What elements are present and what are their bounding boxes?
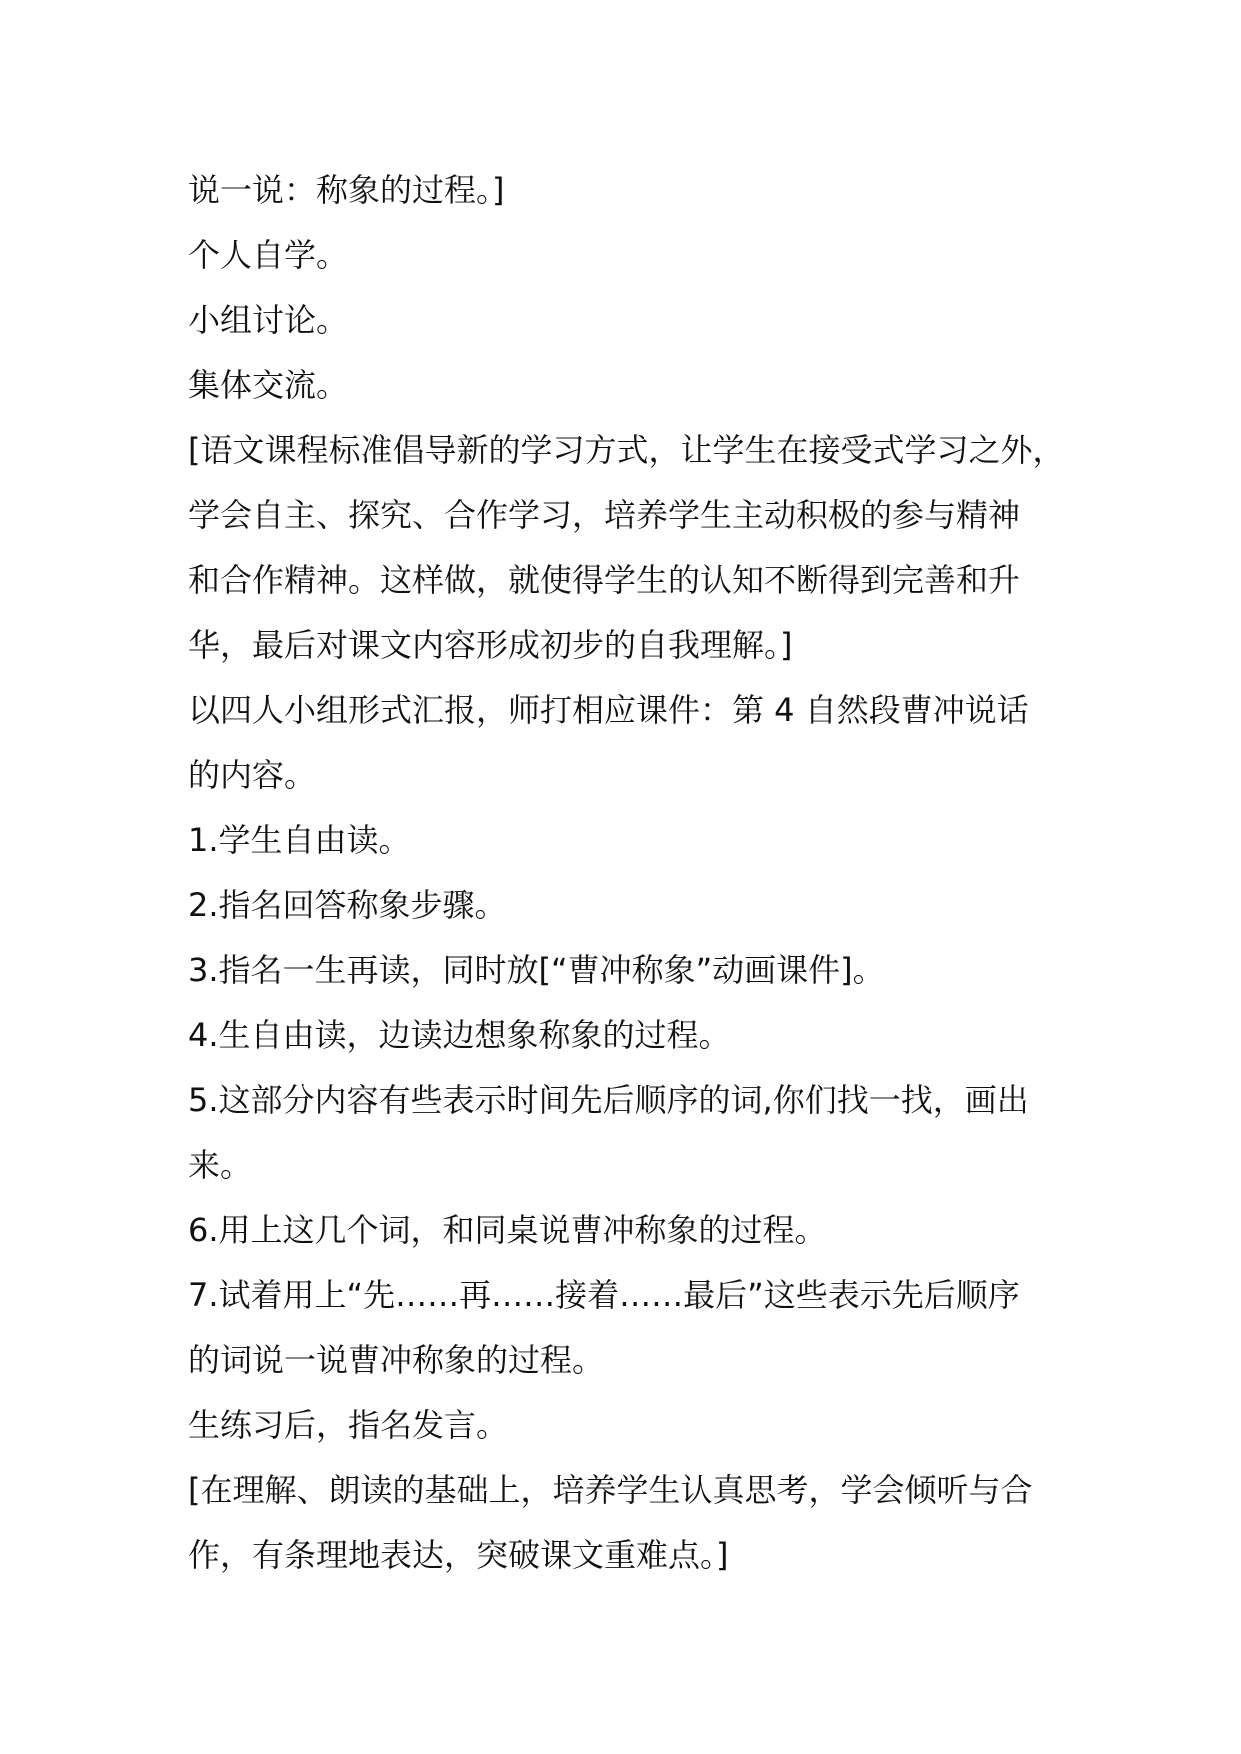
list-item: 1.学生自由读。: [188, 821, 411, 859]
text-line: 华，最后对课文内容形成初步的自我理解。]: [188, 626, 793, 664]
text-line: 的词说一说曹冲称象的过程。: [188, 1341, 605, 1379]
text-line: 作，有条理地表达，突破课文重难点。]: [188, 1536, 729, 1574]
list-item: 2.指名回答称象步骤。: [188, 886, 507, 924]
text-line: 学会自主、探究、合作学习，培养学生主动积极的参与精神: [188, 496, 1021, 534]
text-line: 来。: [188, 1146, 253, 1184]
text-line: 和合作精神。这样做，就使得学生的认知不断得到完善和升: [188, 561, 1021, 599]
list-item: 7.试着用上“先……再……接着……最后”这些表示先后顺序: [188, 1276, 1020, 1314]
text-line: 个人自学。: [188, 236, 349, 274]
text-line: 集体交流。: [188, 366, 349, 404]
document-body: [188, 158, 1088, 1588]
text-line: 小组讨论。: [188, 301, 349, 339]
text-line: 的内容。: [188, 756, 317, 794]
list-item: 4.生自由读，边读边想象称象的过程。: [188, 1016, 731, 1054]
text-line: [语文课程标准倡导新的学习方式，让学生在接受式学习之外，: [188, 431, 1065, 469]
text-line: [在理解、朗读的基础上，培养学生认真思考，学会倾听与合: [188, 1471, 1033, 1509]
text-line: 说一说：称象的过程。]: [188, 171, 505, 209]
text-line: 生练习后，指名发言。: [188, 1406, 509, 1444]
list-item: 3.指名一生再读，同时放[“曹冲称象”动画课件]。: [188, 951, 885, 989]
list-item: 5.这部分内容有些表示时间先后顺序的词,你们找一找，画出: [188, 1081, 1029, 1119]
text-line: 以四人小组形式汇报，师打相应课件：第 4 自然段曹冲说话: [188, 691, 1029, 729]
list-item: 6.用上这几个词，和同桌说曹冲称象的过程。: [188, 1211, 827, 1249]
